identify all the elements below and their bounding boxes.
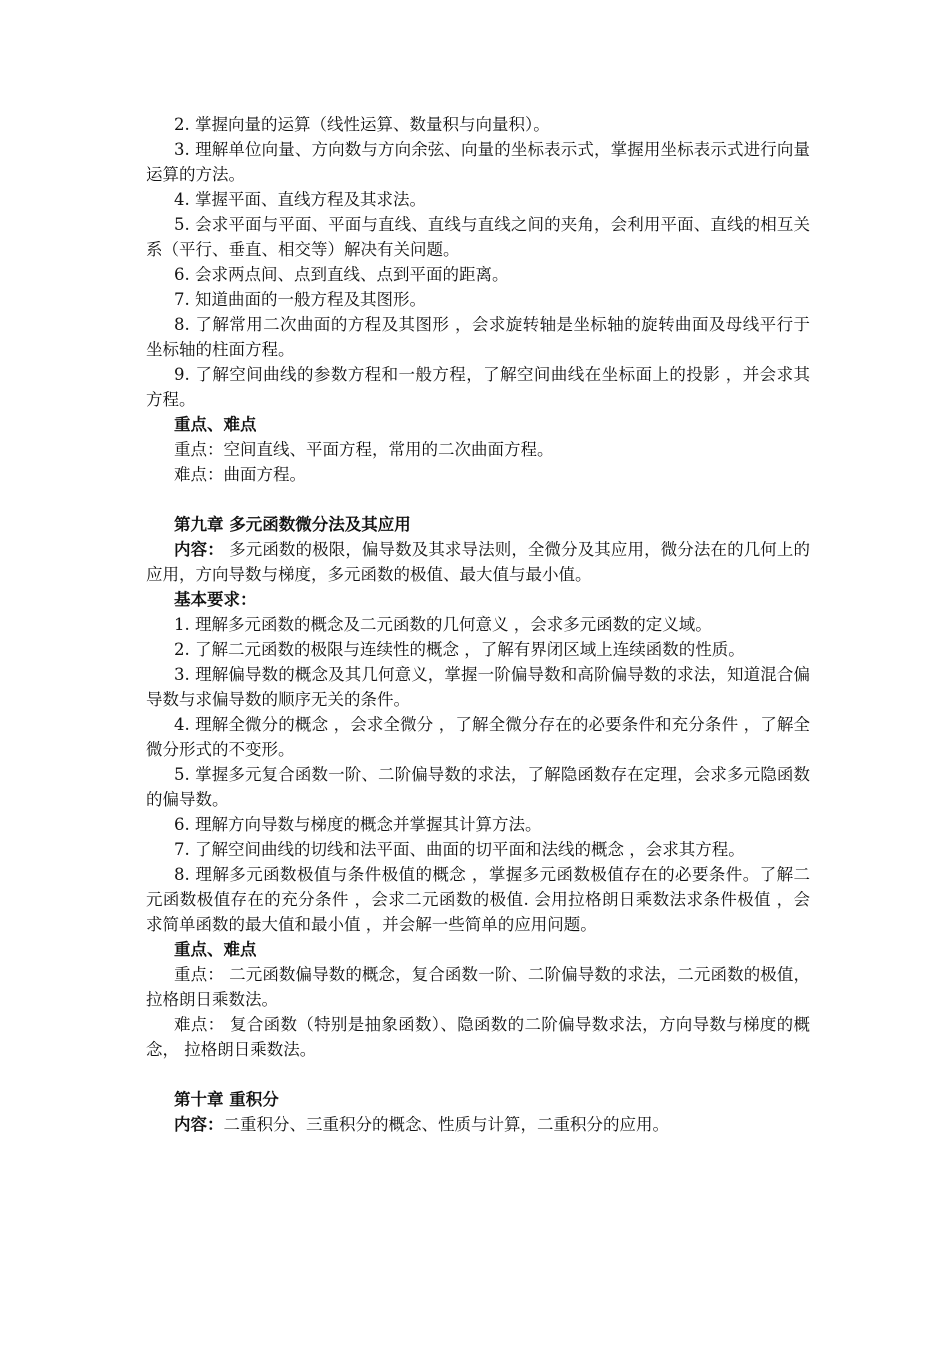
list-item: 8. 理解多元函数极值与条件极值的概念 ，掌握多元函数极值存在的必要条件。了解二元函数极值存在的充分条件 ，会求二元函数的极值. 会用拉格朗日乘数法求条件极值 ，会求简单函数的最大值和最小值 ，并会解一些简单的应用问题。	[146, 865, 810, 934]
chapter-title: 第九章 多元函数微分法及其应用	[174, 515, 411, 534]
spacer	[146, 487, 810, 512]
list-item: 5. 掌握多元复合函数一阶、二阶偏导数的求法，了解隐函数存在定理，会求多元隐函数的偏导数。	[146, 765, 810, 809]
difficulty-text: 难点：曲面方程。	[174, 465, 306, 484]
list-item: 4. 掌握平面、直线方程及其求法。	[174, 190, 426, 209]
list-item: 2. 了解二元函数的极限与连续性的概念 ，了解有界闭区域上连续函数的性质。	[174, 640, 745, 659]
list-item: 4. 理解全微分的概念 ，会求全微分 ，了解全微分存在的必要条件和充分条件 ，了解全微分形式的不变形。	[146, 715, 810, 759]
chapter-title: 第十章 重积分	[174, 1090, 279, 1109]
list-item: 6. 会求两点间、点到直线、点到平面的距离。	[174, 265, 509, 284]
chapter-content	[146, 537, 810, 587]
content-label: 内容：	[174, 1115, 224, 1134]
content-text: 多元函数的极限，偏导数及其求导法则，全微分及其应用，微分法在的几何上的应用，方向导数与梯度，多元函数的极值、最大值与最小值。	[146, 540, 810, 584]
difficulty-text: 难点： 复合函数（特别是抽象函数）、隐函数的二阶偏导数求法，方向导数与梯度的概念， 拉格朗日乘数法。	[146, 1015, 810, 1059]
list-item: 6. 理解方向导数与梯度的概念并掌握其计算方法。	[174, 815, 542, 834]
requirements-heading: 基本要求：	[174, 590, 257, 609]
document-page	[146, 112, 810, 1137]
list-item: 8. 了解常用二次曲面的方程及其图形 ，会求旋转轴是坐标轴的旋转曲面及母线平行于坐标轴的柱面方程。	[146, 315, 810, 359]
list-item: 3. 理解单位向量、方向数与方向余弦、向量的坐标表示式，掌握用坐标表示式进行向量运算的方法。	[146, 140, 810, 184]
spacer	[146, 1062, 810, 1087]
list-item: 2. 掌握向量的运算（线性运算、数量积与向量积）。	[174, 115, 550, 134]
list-item: 9. 了解空间曲线的参数方程和一般方程，了解空间曲线在坐标面上的投影 ，并会求其方程。	[146, 365, 810, 409]
list-item: 7. 知道曲面的一般方程及其图形。	[174, 290, 426, 309]
list-item: 7. 了解空间曲线的切线和法平面、曲面的切平面和法线的概念 ，会求其方程。	[174, 840, 745, 859]
list-item: 3. 理解偏导数的概念及其几何意义，掌握一阶偏导数和高阶偏导数的求法，知道混合偏导数与求偏导数的顺序无关的条件。	[146, 665, 810, 709]
list-item: 1. 理解多元函数的概念及二元函数的几何意义 ，会求多元函数的定义域。	[174, 615, 712, 634]
content-text: 二重积分、三重积分的概念、性质与计算，二重积分的应用。	[223, 1115, 669, 1134]
key-points-heading: 重点、难点	[174, 415, 257, 434]
content-label: 内容：	[174, 540, 224, 559]
list-item: 5. 会求平面与平面、平面与直线、直线与直线之间的夹角，会利用平面、直线的相互关系（平行、垂直、相交等）解决有关问题。	[146, 215, 810, 259]
key-points-text: 重点：空间直线、平面方程，常用的二次曲面方程。	[174, 440, 554, 459]
chapter-content	[146, 1112, 810, 1137]
key-points-text: 重点： 二元函数偏导数的概念，复合函数一阶、二阶偏导数的求法，二元函数的极值，拉格朗日乘数法。	[146, 965, 810, 1009]
key-points-heading: 重点、难点	[174, 940, 257, 959]
